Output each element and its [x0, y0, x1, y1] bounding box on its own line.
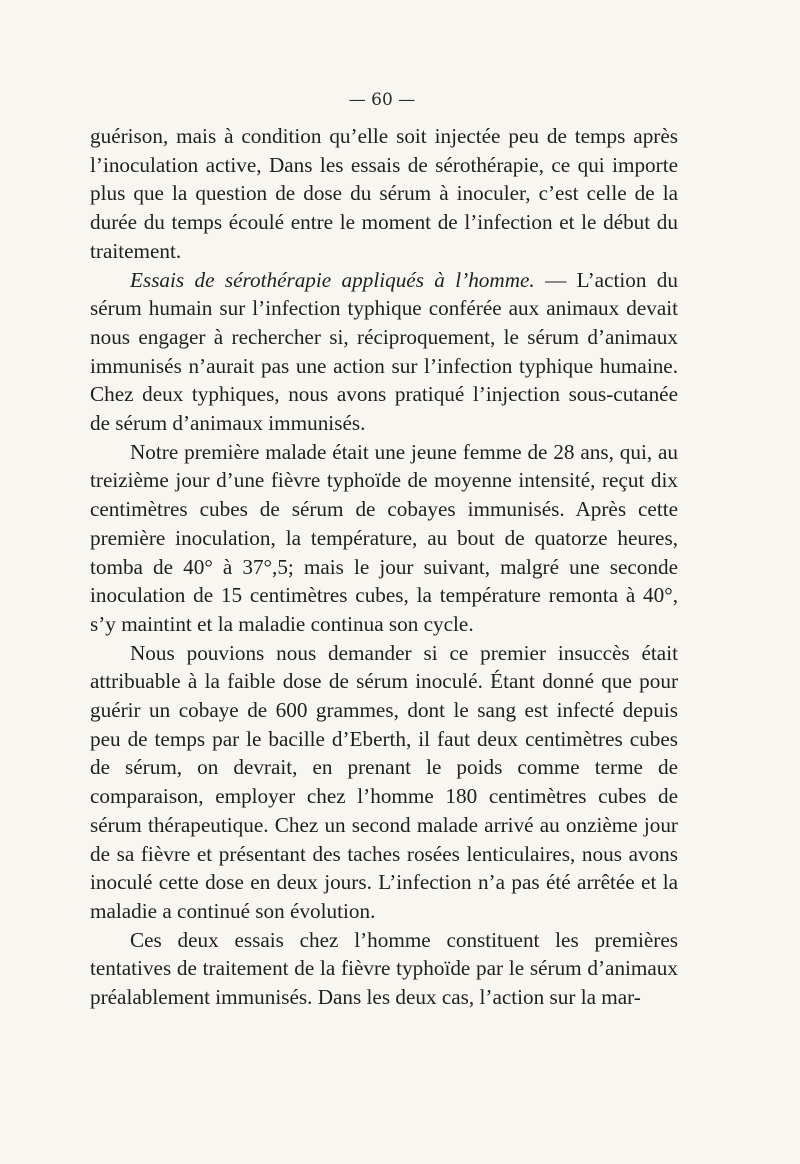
paragraph-5: Ces deux essais chez l’homme constituent les premières tentatives de traitement de la fièvre typhoïde par le sérum d’animaux préalablement immunisés. Dans les deux cas, l’action sur la mar-: [90, 927, 678, 1010]
body-text: [90, 122, 678, 1012]
paragraph-2: [90, 266, 678, 438]
paragraph-4: Nous pouvions nous demander si ce premier insuccès était attribuable à la faible dose de sérum inoculé. Étant donné que pour guérir un cobaye de 600 grammes, dont le sang est infecté depuis peu de temps par le bacille d’Eberth, il faut deux centimètres cubes de sérum, on devrait, en prenant le poids comme terme de comparaison, employer chez l’homme 180 centimètres cubes de sérum thérapeutique. Chez un second malade arrivé au onzième jour de sa fièvre et présentant des taches rosées lenticulaires, nous avons inoculé cette dose en deux jours. L’infection n’a pas été arrêtée et la maladie a continué son évolution.: [90, 640, 678, 923]
paragraph-3: Notre première malade était une jeune femme de 28 ans, qui, au treizième jour d’une fièvre typhoïde de moyenne intensité, reçut dix centimètres cubes de sérum de cobayes immunisés. Après cette première inoculation, la température, au bout de quatorze heures, tomba de 40° à 37°,5; mais le jour suivant, malgré une seconde inoculation de 15 centimètres cubes, la température remonta à 40°, s’y maintint et la maladie continua son cycle.: [90, 439, 678, 636]
paragraph-2-body: — L’action du sérum humain sur l’infection typhique conférée aux animaux devait nous engager à rechercher si, réciproquement, le sérum d’animaux immunisés n’aurait pas une action sur l’infection typhique humaine. Chez deux typhiques, nous avons pratiqué l’injection sous-cutanée de sérum d’animaux immunisés.: [90, 267, 678, 436]
page-number: — 60 —: [348, 90, 416, 110]
paragraph-1: guérison, mais à condition qu’elle soit injectée peu de temps après l’inoculation active, Dans les essais de sérothérapie, ce qui importe plus que la question de dose du sérum à inoculer, c’est celle de la durée du temps écoulé entre le moment de l’infection et le début du traitement.: [90, 124, 678, 263]
section-heading: Essais de sérothérapie appliqués à l’homme.: [130, 267, 535, 292]
